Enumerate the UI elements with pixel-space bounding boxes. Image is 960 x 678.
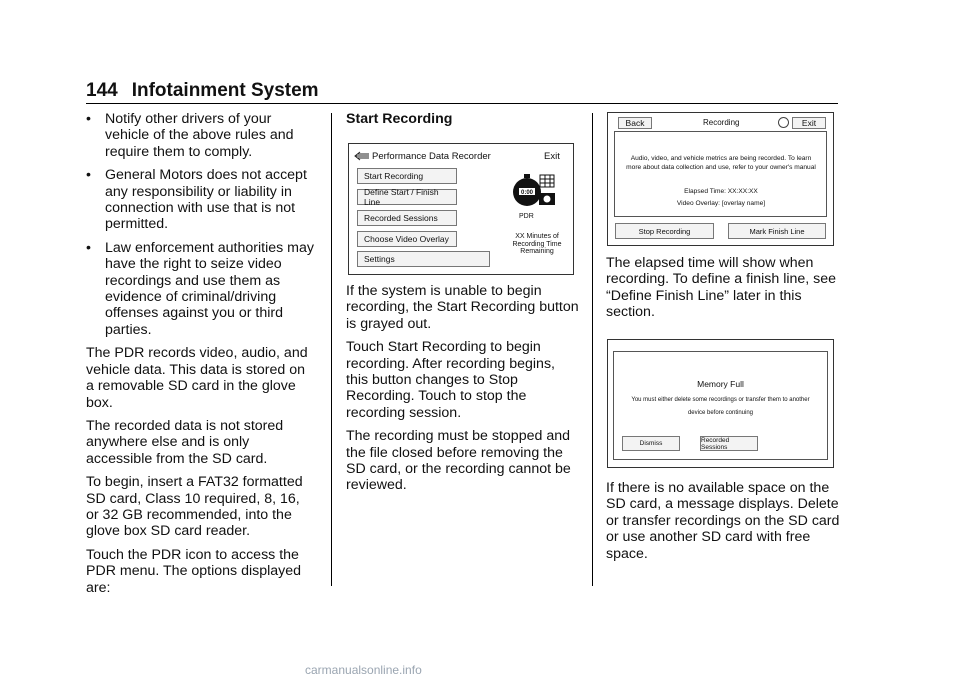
paragraph: If the system is unable to begin recording, the Start Recording button is grayed out. xyxy=(346,283,579,332)
page-number: 144 xyxy=(86,80,118,101)
back-arrow-icon xyxy=(354,151,370,161)
start-recording-button: Start Recording xyxy=(357,168,457,184)
video-overlay-label: Video Overlay: [overlay name] xyxy=(676,200,766,207)
video-overlay-button: Choose Video Overlay xyxy=(357,231,457,247)
header-rule xyxy=(86,103,838,104)
memory-full-figure xyxy=(607,339,834,468)
recording-figure xyxy=(607,112,834,246)
stopwatch-camera-icon xyxy=(510,171,558,211)
column-1 xyxy=(86,111,316,603)
paragraph: If there is no available space on the SD card, a message displays. Delete or transfer recordings on the SD card or use another SD card with free space. xyxy=(606,480,840,562)
record-indicator-icon xyxy=(778,117,789,128)
pdr-label: PDR xyxy=(519,213,534,220)
elapsed-time: Elapsed Time: XX:XX:XX xyxy=(684,188,758,195)
exit-label: Exit xyxy=(544,151,560,162)
bullet-item: • General Motors does not accept any responsibility or liability in connection with use that is not permitted. xyxy=(86,167,307,233)
paragraph: The recording must be stopped and the file closed before removing the SD card, or the recording cannot be reviewed. xyxy=(346,428,571,494)
remaining-time-label: XX Minutes of Recording Time Remaining xyxy=(512,233,562,255)
page-header xyxy=(86,80,319,102)
paragraph: Touch the PDR icon to access the PDR menu. The options displayed are: xyxy=(86,546,302,596)
back-button: Back xyxy=(618,117,652,129)
figure-title: Performance Data Recorder xyxy=(372,151,491,162)
column-divider-2 xyxy=(592,113,593,586)
recording-title: Recording xyxy=(703,118,740,127)
paragraph: To begin, insert a FAT32 formatted SD card, Class 10 required, 8, 16, or 32 GB recommended, into the glove box SD card reader. xyxy=(86,474,303,540)
recorded-sessions-button: Recorded Sessions xyxy=(357,210,457,226)
recording-message: Audio, video, and vehicle metrics are being recorded. To learn more about data collection and use, refer to your owner's manual xyxy=(626,155,816,171)
svg-text:0:00: 0:00 xyxy=(520,190,534,196)
exit-button: Exit xyxy=(792,117,826,129)
page-title: Infotainment System xyxy=(131,80,319,101)
column-2-body xyxy=(346,283,580,501)
mark-finish-line-button: Mark Finish Line xyxy=(728,223,826,239)
section-heading: Start Recording xyxy=(346,111,453,127)
stop-recording-button: Stop Recording xyxy=(615,223,714,239)
watermark: carmanualsonline.info xyxy=(305,663,422,677)
paragraph: Touch Start Recording to begin recording. After recording begins, this button changes to Stop Recording. Touch to stop the recording session. xyxy=(346,339,555,421)
recorded-sessions-button: Recorded Sessions xyxy=(700,436,758,451)
paragraph: The elapsed time will show when recording. To define a finish line, see “Define Finish Line” later in this section. xyxy=(606,255,837,321)
column-divider-1 xyxy=(331,113,332,586)
settings-button: Settings xyxy=(357,251,490,267)
paragraph: The recorded data is not stored anywhere else and is only accessible from the SD card. xyxy=(86,417,284,467)
column-3-top xyxy=(606,255,838,328)
paragraph: The PDR records video, audio, and vehicle data. This data is stored on a removable SD card in the glove box. xyxy=(86,345,308,411)
dismiss-button: Dismiss xyxy=(622,436,680,451)
memory-full-message: You must either delete some recordings or transfer them to another device before continuing xyxy=(631,397,810,416)
define-line-button: Define Start / Finish Line xyxy=(357,189,457,205)
pdr-menu-figure xyxy=(348,143,574,275)
bullet-item: • Law enforcement authorities may have the right to seize video recordings and use them as evidence of criminal/driving offenses against you or third parties. xyxy=(86,239,314,338)
column-2 xyxy=(346,111,580,134)
memory-full-title: Memory Full xyxy=(697,379,744,389)
column-3-bottom xyxy=(606,480,840,569)
bullet-item: • Notify other drivers of your vehicle of the above rules and require them to comply. xyxy=(86,111,294,160)
